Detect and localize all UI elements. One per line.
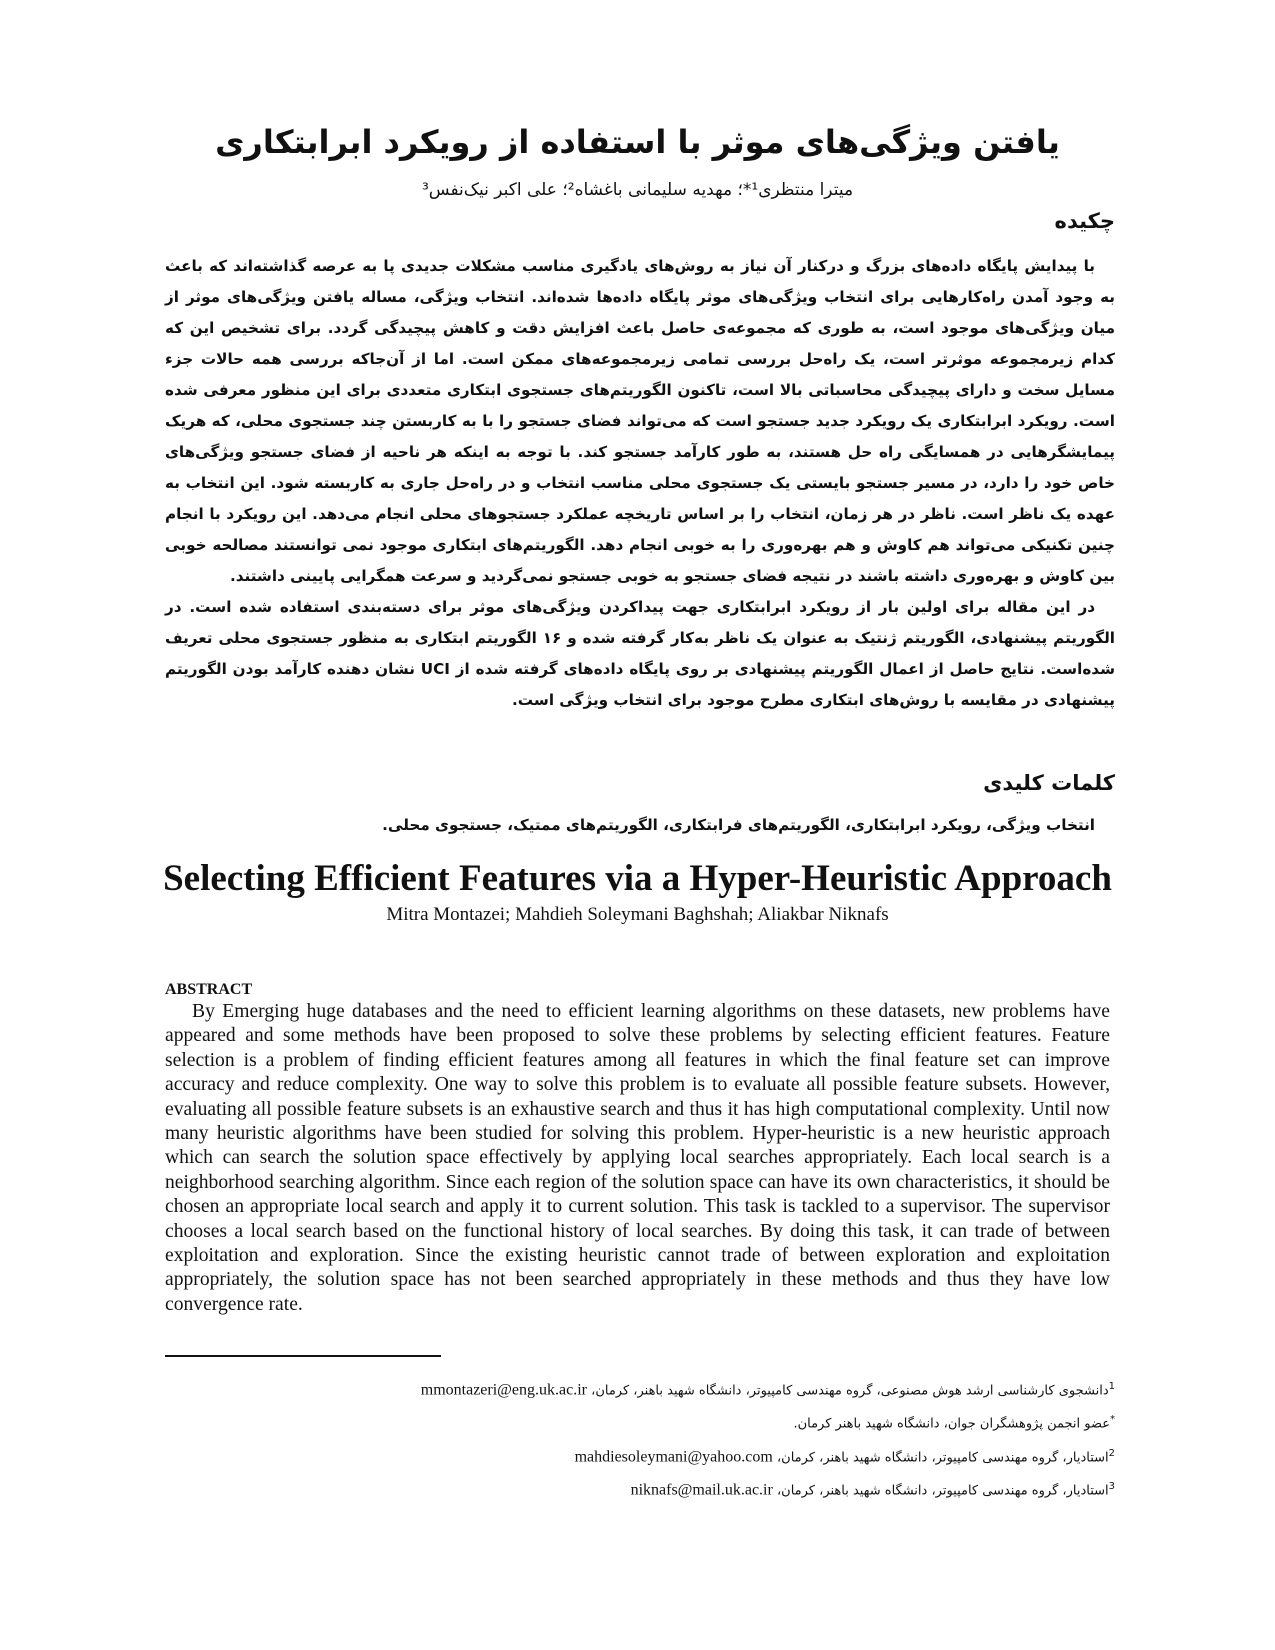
- persian-keywords: انتخاب ویژگی، رویکرد ابرابتکاری، الگوریتم‌های فرابتکاری، الگوریتم‌های ممتیک، جستجوی محلی.: [382, 816, 1095, 834]
- footnote-mark: 1: [1108, 1381, 1115, 1392]
- persian-abstract: [165, 251, 1115, 716]
- footnote-1: [400, 1372, 1115, 1405]
- english-abstract: By Emerging huge databases and the need to efficient learning algorithms on these datasets, new problems have appeared and some methods have been proposed to solve these problems by selecting efficient features. Feature selection is a problem of finding efficient features among all features in which the final feature set can improve accuracy and reduce complexity. One way to solve this problem is to evaluate all possible feature subsets. However, evaluating all possible feature subsets is an exhaustive search and thus it has high computational complexity. Until now many heuristic algorithms have been studied for solving this problem. Hyper-heuristic is a new heuristic approach which can search the solution space effectively by applying local searches appropriately. Each local search is a neighborhood searching algorithm. Since each region of the solution space can have its own characteristics, it should be chosen an appropriate local search and apply it to current solution. This task is tackled to a supervisor. The supervisor chooses a local search based on the functional history of local searches. By doing this task, it can trade of between exploitation and exploration. Since the existing heuristic cannot trade of between exploration and exploitation appropriately, the solution space has not been searched appropriately in these methods and thus they have low convergence rate.: [165, 1001, 1110, 1315]
- footnotes: [400, 1372, 1115, 1505]
- english-title: Selecting Efficient Features via a Hyper-Heuristic Approach: [163, 858, 1112, 899]
- footnote-text: عضو انجمن پژوهشگران جوان، دانشگاه شهید باهنر کرمان.: [793, 1416, 1110, 1432]
- persian-keywords-heading: کلمات کلیدی: [983, 771, 1115, 795]
- footnote-email[interactable]: mahdiesoleymani@yahoo.com: [574, 1447, 773, 1465]
- footnote-2: [400, 1439, 1115, 1472]
- footnote-email[interactable]: niknafs@mail.uk.ac.ir: [630, 1481, 773, 1499]
- footnote-text: استادیار، گروه مهندسی کامپیوتر، دانشگاه شهید باهنر، کرمان،: [776, 1449, 1109, 1465]
- footnote-3: [400, 1472, 1115, 1505]
- footnote-mark: 2: [1108, 1447, 1115, 1459]
- footnote-email[interactable]: mmontazeri@eng.uk.ac.ir: [420, 1381, 587, 1399]
- footnote-star: [400, 1405, 1115, 1438]
- persian-abstract-paragraph-2: در این مقاله برای اولین بار از رویکرد ابرابتکاری جهت پیداکردن ویژگی‌های موثر برای دسته‌بندی استفاده شده است. در الگوریتم پیشنهادی، الگوریتم ژنتیک به عنوان یک ناظر به‌کار گرفته شده و ۱۶ الگوریتم ابتکاری به منظور جستجوی محلی تعریف شده‌است. نتایج حاصل از اعمال الگوریتم پیشنهادی بر روی پایگاه داده‌های گرفته شده از UCI نشان دهنده کارآمد بودن الگوریتم پیشنهادی در مقایسه با روش‌های ابتکاری مطرح موجود برای انتخاب ویژگی است.: [165, 598, 1115, 709]
- footnote-mark: 3: [1108, 1480, 1115, 1492]
- footnote-text: دانشجوی کارشناسی ارشد هوش مصنوعی، گروه مهندسی کامپیوتر، دانشگاه شهید باهنر، کرمان،: [591, 1383, 1109, 1399]
- persian-authors: میترا منتظری¹*؛ مهدیه سلیمانی باغشاه²؛ علی اکبر نیک‌نفس³: [421, 180, 854, 200]
- footnote-text: استادیار، گروه مهندسی کامپیوتر، دانشگاه شهید باهنر، کرمان،: [776, 1483, 1109, 1499]
- footnote-mark: *: [1110, 1414, 1115, 1426]
- english-authors: Mitra Montazei; Mahdieh Soleymani Baghshah; Aliakbar Niknafs: [386, 904, 889, 925]
- persian-title: یافتن ویژگی‌های موثر با استفاده از رویکرد ابرابتکاری: [215, 123, 1060, 161]
- persian-abstract-paragraph-1: با پیدایش پایگاه داده‌های بزرگ و درکنار آن نیاز به روش‌های یادگیری مناسب مشکلات جدیدی پا به عرصه گذاشته‌اند که باعث به وجود آمدن راه‌کارهایی برای انتخاب ویژگی‌های موثر پایگاه داده‌ها شده‌اند. انتخاب ویژگی، مساله یافتن ویژگی‌های موثر از میان ویژگی‌های موجود است، به طوری که مجموعه‌ی حاصل باعث افزایش دقت و کاهش پیچیدگی گردد. برای تشخیص این که کدام زیرمجموعه موثرتر است، یک راه‌حل بررسی تمامی زیرمجموعه‌های ممکن است. اما از آن‌جاکه بررسی همه حالات جزء مسایل سخت و دارای پیچیدگی محاسباتی بالا است، تاکنون الگوریتم‌های جستجوی ابتکاری متعددی برای این منظور معرفی شده است. رویکرد ابرابتکاری یک رویکرد جدید جستجو است که می‌تواند فضای جستجو را با به کاربستن چند جستجوی محلی، که هریک پیمایشگرهایی در همسایگی راه حل هستند، به طور کارآمد جستجو کند. با توجه به اینکه هر ناحیه از فضای جستجو ویژگی‌های خاص خود را دارد، در مسیر جستجو بایستی یک جستجوی محلی مناسب انتخاب و در راه‌حل جاری به کاربسته شود. این انتخاب به عهده یک ناظر است. ناظر در هر زمان، انتخاب را بر اساس تاریخچه عملکرد جستجوهای محلی انجام می‌دهد. این رویکرد با انجام چنین تکنیکی می‌تواند هم کاوش و هم بهره‌وری را به خوبی انجام دهد. الگوریتم‌های ابتکاری موجود نمی توانستند مصالحه خوبی بین کاوش و بهره‌وری داشته باشند در نتیجه فضای جستجو به خوبی جستجو نمی‌گردید و سرعت همگرایی پایینی داشتند.: [165, 257, 1115, 585]
- footnote-separator: [165, 1355, 441, 1357]
- english-abstract-heading: ABSTRACT: [165, 981, 253, 998]
- persian-abstract-heading: چکیده: [1054, 209, 1115, 233]
